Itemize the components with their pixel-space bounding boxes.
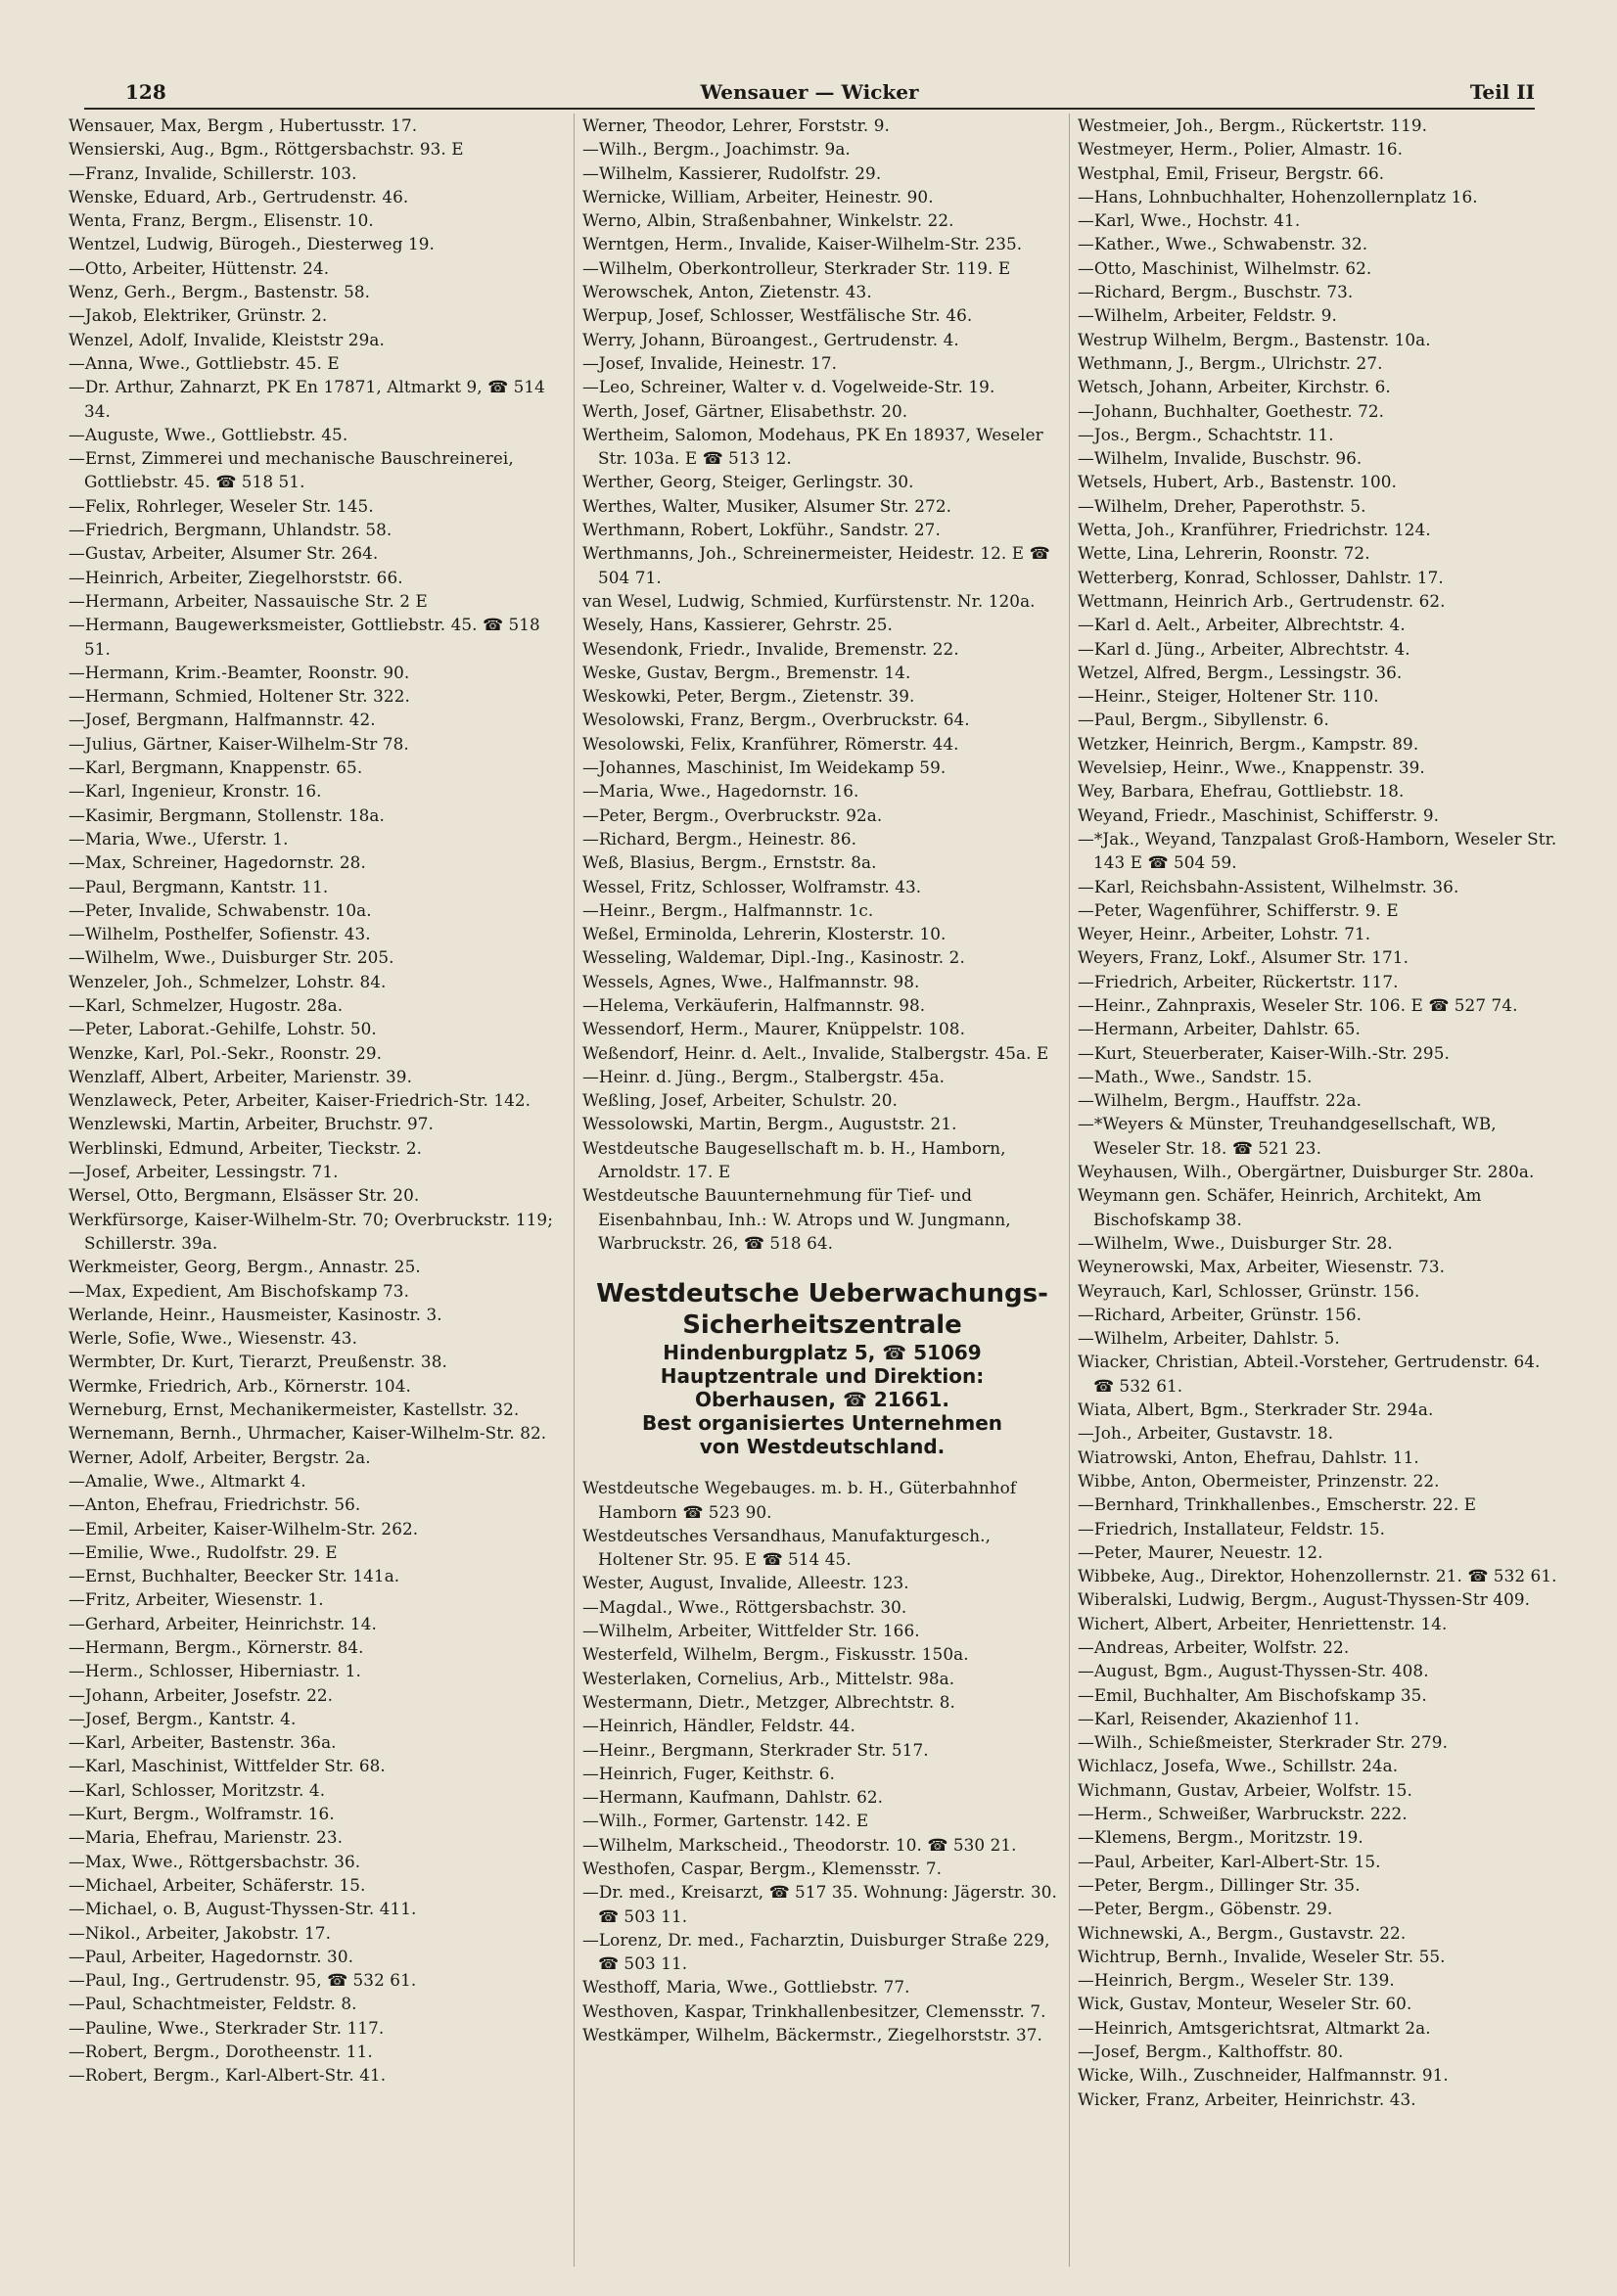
directory-entry: —Paul, Arbeiter, Hagedornstr. 30.	[69, 1946, 354, 1966]
directory-entry: Wessolowski, Martin, Bergm., Auguststr. 21.	[582, 1114, 957, 1134]
directory-entry: —*Jak., Weyand, Tanzpalast Groß-Hamborn, Weseler Str. 143 E ☎ 504 59.	[1078, 828, 1557, 873]
directory-entry: —Josef, Bergm., Kalthoffstr. 80.	[1078, 2042, 1344, 2062]
directory-entry: —Kasimir, Bergmann, Stollenstr. 18a.	[69, 804, 385, 825]
directory-entry: —Josef, Arbeiter, Lessingstr. 71.	[69, 1162, 339, 1182]
directory-entry: —Ernst, Buchhalter, Beecker Str. 141a.	[69, 1566, 400, 1586]
directory-entry: Wiatrowski, Anton, Ehefrau, Dahlstr. 11.	[1078, 1446, 1419, 1467]
directory-entry: —Friedrich, Bergmann, Uhlandstr. 58.	[69, 520, 393, 540]
directory-entry: Werry, Johann, Büroangest., Gertrudenstr. 4.	[582, 329, 959, 349]
directory-entry: —Max, Expedient, Am Bischofskamp 73.	[69, 1280, 410, 1301]
directory-entry: —Paul, Schachtmeister, Feldstr. 8.	[69, 1994, 357, 2014]
page-part: Teil II	[1469, 80, 1535, 104]
directory-entry: Westhoven, Kaspar, Trinkhallenbesitzer, Clemensstr. 7.	[582, 2000, 1046, 2021]
directory-entry: —Heinr., Steiger, Holtener Str. 110.	[1078, 686, 1379, 707]
directory-entry: Werthmanns, Joh., Schreinermeister, Heidestr. 12. E ☎ 504 71.	[582, 543, 1050, 587]
directory-entry: Wentzel, Ludwig, Bürogeh., Diesterweg 19.	[69, 234, 435, 254]
directory-entry: Wicker, Franz, Arbeiter, Heinrichstr. 43.	[1078, 2089, 1416, 2109]
directory-entry: Werkmeister, Georg, Bergm., Annastr. 25.	[69, 1257, 421, 1277]
directory-entry: Wernemann, Bernh., Uhrmacher, Kaiser-Wilhelm-Str. 82.	[69, 1423, 547, 1444]
directory-entry: —Herm., Schlosser, Hiberniastr. 1.	[69, 1661, 361, 1681]
directory-entry: Wenz, Gerh., Bergm., Bastenstr. 58.	[69, 282, 371, 302]
directory-entry: Wesolowski, Franz, Bergm., Overbruckstr. 64.	[582, 710, 970, 730]
directory-entry: —Wilhelm, Invalide, Buschstr. 96.	[1078, 448, 1363, 469]
directory-columns	[69, 114, 1556, 2267]
directory-entry: Westerfeld, Wilhelm, Bergm., Fiskusstr. 150a.	[582, 1644, 969, 1665]
ad-line-1: Hindenburgplatz 5, ☎ 51069	[663, 1341, 982, 1365]
directory-entry: —Wilhelm, Wwe., Duisburger Str. 205.	[69, 947, 394, 968]
directory-entry: —Hermann, Schmied, Holtener Str. 322.	[69, 686, 410, 707]
directory-entry: Wenzlewski, Martin, Arbeiter, Bruchstr. 97.	[69, 1114, 434, 1134]
directory-entry: —Leo, Schreiner, Walter v. d. Vogelweide-Str. 19.	[582, 377, 995, 397]
directory-entry: Wenzlaff, Albert, Arbeiter, Marienstr. 39.	[69, 1066, 413, 1086]
directory-entry: Wiberalski, Ludwig, Bergm., August-Thyssen-Str 409.	[1078, 1589, 1531, 1610]
directory-entry: Wensauer, Max, Bergm , Hubertusstr. 17.	[69, 115, 418, 135]
directory-entry: —Lorenz, Dr. med., Facharztin, Duisburger Straße 229, ☎ 503 11.	[582, 1929, 1050, 1974]
directory-entry: —Dr. med., Kreisarzt, ☎ 517 35. Wohnung: Jägerstr. 30. ☎ 503 11.	[582, 1882, 1057, 1926]
directory-entry: Werlande, Heinr., Hausmeister, Kasinostr. 3.	[69, 1304, 442, 1324]
directory-entry: —Johannes, Maschinist, Im Weidekamp 59.	[582, 758, 947, 778]
directory-entry: —Maria, Wwe., Uferstr. 1.	[69, 828, 289, 849]
directory-entry: Westdeutsche Baugesellschaft m. b. H., Hamborn, Arnoldstr. 17. E	[582, 1137, 1006, 1182]
directory-entry: Weyers, Franz, Lokf., Alsumer Str. 171.	[1078, 947, 1409, 968]
directory-entry: Werner, Adolf, Arbeiter, Bergstr. 2a.	[69, 1446, 371, 1467]
directory-entry: Wensierski, Aug., Bgm., Röttgersbachstr. 93. E	[69, 139, 464, 160]
directory-entry: —Richard, Arbeiter, Grünstr. 156.	[1078, 1304, 1363, 1324]
directory-entry: —Bernhard, Trinkhallenbes., Emscherstr. 22. E	[1078, 1494, 1477, 1515]
directory-entry: —Johann, Buchhalter, Goethestr. 72.	[1078, 400, 1385, 421]
directory-entry: —Heinr. d. Jüng., Bergm., Stalbergstr. 45a.	[582, 1066, 946, 1086]
directory-entry: Werntgen, Herm., Invalide, Kaiser-Wilhelm-Str. 235.	[582, 234, 1023, 254]
directory-entry: —Wilhelm, Arbeiter, Feldstr. 9.	[1078, 305, 1337, 326]
directory-entry: —Heinrich, Arbeiter, Ziegelhorststr. 66.	[69, 567, 403, 587]
directory-entry: —Maria, Wwe., Hagedornstr. 16.	[582, 781, 859, 802]
directory-entry: Werthmann, Robert, Lokführ., Sandstr. 27.	[582, 520, 941, 540]
directory-entry: Weskowki, Peter, Bergm., Zietenstr. 39.	[582, 686, 915, 707]
directory-entry: Wichmann, Gustav, Arbeier, Wolfstr. 15.	[1078, 1779, 1412, 1800]
directory-entry: Wessels, Agnes, Wwe., Halfmannstr. 98.	[582, 971, 920, 991]
directory-entry: —Wilhelm, Oberkontrolleur, Sterkrader Str. 119. E	[582, 257, 1011, 278]
directory-entry: —Joh., Arbeiter, Gustavstr. 18.	[1078, 1423, 1334, 1444]
directory-entry: Wesendonk, Friedr., Invalide, Bremenstr. 22.	[582, 638, 959, 659]
ad-line-5: von Westdeutschland.	[699, 1435, 946, 1459]
page-header	[84, 74, 1535, 110]
directory-entry: —Peter, Invalide, Schwabenstr. 10a.	[69, 899, 372, 920]
directory-entry: Westdeutsches Versandhaus, Manufakturgesch., Holtener Str. 95. E ☎ 514 45.	[582, 1525, 992, 1570]
directory-entry: —Heinr., Zahnpraxis, Weseler Str. 106. E ☎ 527 74.	[1078, 994, 1518, 1015]
directory-entry: Wessel, Fritz, Schlosser, Wolframstr. 43.	[582, 876, 922, 896]
directory-entry: —Josef, Bergm., Kantstr. 4.	[69, 1708, 297, 1728]
directory-entry: —Peter, Bergm., Göbenstr. 29.	[1078, 1899, 1333, 1919]
directory-entry: —Jos., Bergm., Schachtstr. 11.	[1078, 424, 1334, 444]
directory-entry: Westhoff, Maria, Wwe., Gottliebstr. 77.	[582, 1977, 910, 1998]
directory-entry: —Paul, Arbeiter, Karl-Albert-Str. 15.	[1078, 1851, 1381, 1871]
directory-entry: —Heinr., Bergm., Halfmannstr. 1c.	[582, 899, 874, 920]
directory-entry: —Peter, Laborat.-Gehilfe, Lohstr. 50.	[69, 1019, 377, 1039]
directory-entry: Wesely, Hans, Kassierer, Gehrstr. 25.	[582, 615, 893, 635]
directory-entry: —Richard, Bergm., Heinestr. 86.	[582, 828, 857, 849]
directory-entry: Weynerowski, Max, Arbeiter, Wiesenstr. 73.	[1078, 1257, 1446, 1277]
directory-entry: —Karl, Maschinist, Wittfelder Str. 68.	[69, 1756, 386, 1776]
directory-entry: —Josef, Bergmann, Halfmannstr. 42.	[69, 710, 376, 730]
directory-entry: —Auguste, Wwe., Gottliebstr. 45.	[69, 424, 348, 444]
directory-entry: Weyand, Friedr., Maschinist, Schifferstr. 9.	[1078, 804, 1440, 825]
directory-entry: —Wilhelm, Wwe., Duisburger Str. 28.	[1078, 1232, 1393, 1253]
directory-entry: Wevelsiep, Heinr., Wwe., Knappenstr. 39.	[1078, 758, 1425, 778]
directory-entry: —Hermann, Kaufmann, Dahlstr. 62.	[582, 1787, 884, 1808]
directory-entry: Wethmann, J., Bergm., Ulrichstr. 27.	[1078, 352, 1383, 373]
directory-entry: —Karl, Bergmann, Knappenstr. 65.	[69, 758, 363, 778]
directory-entry: —Anna, Wwe., Gottliebstr. 45. E	[69, 352, 340, 373]
directory-entry: Wenzke, Karl, Pol.-Sekr., Roonstr. 29.	[69, 1042, 383, 1063]
directory-entry: Werkfürsorge, Kaiser-Wilhelm-Str. 70; Overbruckstr. 119; Schillerstr. 39a.	[69, 1209, 553, 1253]
directory-entry: Wichtrup, Bernh., Invalide, Weseler Str. 55.	[1078, 1946, 1446, 1966]
directory-entry: —Michael, Arbeiter, Schäferstr. 15.	[69, 1874, 366, 1895]
directory-entry: —Andreas, Arbeiter, Wolfstr. 22.	[1078, 1637, 1350, 1657]
directory-entry: —Felix, Rohrleger, Weseler Str. 145.	[69, 495, 374, 516]
directory-entry: —Karl, Schmelzer, Hugostr. 28a.	[69, 994, 344, 1015]
directory-entry: —Max, Wwe., Röttgersbachstr. 36.	[69, 1851, 361, 1871]
directory-entry: —Robert, Bergm., Dorotheenstr. 11.	[69, 2042, 373, 2062]
directory-entry: —Fritz, Arbeiter, Wiesenstr. 1.	[69, 1589, 324, 1610]
directory-entry: —Franz, Invalide, Schillerstr. 103.	[69, 162, 357, 183]
directory-entry: —Helema, Verkäuferin, Halfmannstr. 98.	[582, 994, 926, 1015]
directory-entry: —Herm., Schweißer, Warbruckstr. 222.	[1078, 1804, 1408, 1824]
directory-entry: —Wilhelm, Bergm., Hauffstr. 22a.	[1078, 1090, 1363, 1111]
directory-entry: —Kurt, Steuerberater, Kaiser-Wilh.-Str. 295.	[1078, 1042, 1450, 1063]
ad-title-1: Westdeutsche Ueberwachungs-	[596, 1279, 1048, 1309]
directory-entry: —Karl d. Aelt., Arbeiter, Albrechtstr. 4.	[1078, 615, 1406, 635]
directory-entry: Wick, Gustav, Monteur, Weseler Str. 60.	[1078, 1994, 1412, 2014]
directory-entry: Wester, August, Invalide, Alleestr. 123.	[582, 1573, 909, 1593]
directory-entry: Werblinski, Edmund, Arbeiter, Tieckstr. 2.	[69, 1137, 423, 1158]
directory-entry: Werneburg, Ernst, Mechanikermeister, Kastellstr. 32.	[69, 1400, 520, 1420]
directory-entry: Wiacker, Christian, Abteil.-Vorsteher, Gertrudenstr. 64. ☎ 532 61.	[1078, 1352, 1541, 1396]
page-range-title: Wensauer — Wicker	[700, 80, 919, 104]
directory-entry: —Wilh., Schießmeister, Sterkrader Str. 279.	[1078, 1732, 1448, 1753]
directory-entry: —Wilh., Former, Gartenstr. 142. E	[582, 1811, 869, 1831]
directory-entry: —Amalie, Wwe., Altmarkt 4.	[69, 1470, 306, 1491]
directory-entry: Westerlaken, Cornelius, Arb., Mittelstr. 98a.	[582, 1668, 955, 1688]
directory-entry: Westhofen, Caspar, Bergm., Klemensstr. 7.	[582, 1859, 943, 1878]
directory-entry: —Friedrich, Installateur, Feldstr. 15.	[1078, 1518, 1386, 1538]
directory-entry: —Julius, Gärtner, Kaiser-Wilhelm-Str 78.	[69, 733, 409, 754]
directory-entry: —Heinrich, Fuger, Keithstr. 6.	[582, 1763, 835, 1783]
directory-entry: Westrup Wilhelm, Bergm., Bastenstr. 10a.	[1078, 329, 1431, 349]
directory-entry: —Wilhelm, Dreher, Paperothstr. 5.	[1078, 495, 1366, 516]
directory-entry: Wetzker, Heinrich, Bergm., Kampstr. 89.	[1078, 733, 1419, 754]
directory-entry: —Emil, Arbeiter, Kaiser-Wilhelm-Str. 262.	[69, 1518, 419, 1538]
directory-entry: Wetsch, Johann, Arbeiter, Kirchstr. 6.	[1078, 377, 1391, 397]
directory-entry: Werle, Sofie, Wwe., Wiesenstr. 43.	[69, 1328, 358, 1349]
directory-entry: Weyrauch, Karl, Schlosser, Grünstr. 156.	[1078, 1280, 1420, 1301]
directory-entry: —Maria, Ehefrau, Marienstr. 23.	[69, 1827, 344, 1848]
directory-entry: Weyer, Heinr., Arbeiter, Lohstr. 71.	[1078, 924, 1371, 944]
directory-entry: —Karl, Ingenieur, Kronstr. 16.	[69, 781, 322, 802]
directory-entry: —Paul, Bergm., Sibyllenstr. 6.	[1078, 710, 1329, 730]
directory-entry: Weyhausen, Wilh., Obergärtner, Duisburger Str. 280a.	[1078, 1162, 1535, 1182]
directory-entry: Weßling, Josef, Arbeiter, Schulstr. 20.	[582, 1090, 898, 1111]
directory-entry: —Karl, Schlosser, Moritzstr. 4.	[69, 1779, 326, 1800]
directory-entry: —Hermann, Baugewerksmeister, Gottliebstr. 45. ☎ 518 51.	[69, 615, 540, 659]
directory-entry: Wiata, Albert, Bgm., Sterkrader Str. 294a.	[1078, 1400, 1434, 1420]
directory-entry: Weske, Gustav, Bergm., Bremenstr. 14.	[582, 662, 911, 682]
directory-entry: Wetta, Joh., Kranführer, Friedrichstr. 124.	[1078, 520, 1431, 540]
ad-line-2: Hauptzentrale und Direktion:	[660, 1364, 985, 1389]
directory-entry: —Heinr., Bergmann, Sterkrader Str. 517.	[582, 1739, 929, 1760]
directory-entry: Wey, Barbara, Ehefrau, Gottliebstr. 18.	[1078, 781, 1405, 802]
directory-entry: Wichlacz, Josefa, Wwe., Schillstr. 24a.	[1078, 1756, 1399, 1776]
directory-entry: —Kather., Wwe., Schwabenstr. 32.	[1078, 234, 1368, 254]
directory-entry: Westdeutsche Wegebauges. m. b. H., Güterbahnhof Hamborn ☎ 523 90.	[582, 1478, 1017, 1522]
directory-entry: —Gustav, Arbeiter, Alsumer Str. 264.	[69, 543, 379, 564]
directory-entry: Wibbeke, Aug., Direktor, Hohenzollernstr. 21. ☎ 532 61.	[1078, 1566, 1557, 1586]
directory-entry: —Hermann, Krim.-Beamter, Roonstr. 90.	[69, 662, 410, 682]
directory-entry: Wessendorf, Herm., Maurer, Knüppelstr. 108.	[582, 1019, 966, 1039]
directory-entry: Weßel, Erminolda, Lehrerin, Klosterstr. 10.	[582, 924, 947, 944]
directory-entry: —Emil, Buchhalter, Am Bischofskamp 35.	[1078, 1684, 1427, 1705]
directory-entry: —Karl, Reichsbahn-Assistent, Wilhelmstr. 36.	[1078, 876, 1459, 896]
directory-entry: —Paul, Bergmann, Kantstr. 11.	[69, 876, 329, 896]
directory-entry: —Hermann, Bergm., Körnerstr. 84.	[69, 1637, 364, 1657]
directory-entry: Wesolowski, Felix, Kranführer, Römerstr. 44.	[582, 733, 959, 754]
directory-entry: —Josef, Invalide, Heinestr. 17.	[582, 352, 838, 373]
directory-entry: —Friedrich, Arbeiter, Rückertstr. 117.	[1078, 971, 1399, 991]
directory-entry: —Robert, Bergm., Karl-Albert-Str. 41.	[69, 2065, 387, 2086]
directory-entry: Werowschek, Anton, Zietenstr. 43.	[582, 282, 872, 302]
column-2	[574, 114, 1062, 2267]
directory-entry: —Heinrich, Händler, Feldstr. 44.	[582, 1716, 855, 1736]
directory-entry: —Hans, Lohnbuchhalter, Hohenzollernplatz 16.	[1078, 186, 1478, 207]
directory-entry: Wichnewski, A., Bergm., Gustavstr. 22.	[1078, 1922, 1407, 1943]
directory-entry: —Peter, Wagenführer, Schifferstr. 9. E	[1078, 899, 1399, 920]
directory-entry: Wenzeler, Joh., Schmelzer, Lohstr. 84.	[69, 971, 387, 991]
directory-entry: —Otto, Arbeiter, Hüttenstr. 24.	[69, 257, 330, 278]
directory-entry: Wesseling, Waldemar, Dipl.-Ing., Kasinostr. 2.	[582, 947, 965, 968]
ad-line-3: Oberhausen, ☎ 21661.	[694, 1388, 950, 1412]
directory-entry: Wetzel, Alfred, Bergm., Lessingstr. 36.	[1078, 662, 1403, 682]
page-number: 128	[125, 80, 166, 104]
directory-entry: —Peter, Bergm., Overbruckstr. 92a.	[582, 804, 883, 825]
directory-entry: Westmeyer, Herm., Polier, Almastr. 16.	[1078, 139, 1404, 160]
directory-entry: Wersel, Otto, Bergmann, Elsässer Str. 20.	[69, 1185, 420, 1206]
directory-entry: Wetterberg, Konrad, Schlosser, Dahlstr. 17.	[1078, 567, 1444, 587]
directory-entry: van Wesel, Ludwig, Schmied, Kurfürstenstr. Nr. 120a.	[582, 590, 1036, 611]
ad-title-2: Sicherheitszentrale	[682, 1310, 962, 1341]
directory-entry: Wettmann, Heinrich Arb., Gertrudenstr. 62.	[1078, 590, 1446, 611]
directory-entry: —Wilhelm, Arbeiter, Wittfelder Str. 166.	[582, 1621, 920, 1641]
directory-entry: —Michael, o. B, August-Thyssen-Str. 411.	[69, 1899, 417, 1919]
directory-entry: —Johann, Arbeiter, Josefstr. 22.	[69, 1684, 334, 1705]
directory-entry: Wermbter, Dr. Kurt, Tierarzt, Preußenstr. 38.	[69, 1352, 447, 1372]
directory-entry: Westdeutsche Bauunternehmung für Tief- und Eisenbahnbau, Inh.: W. Atrops und W. Jungmann, Warbruckstr. 26, ☎ 518 64.	[582, 1185, 1011, 1253]
directory-entry: —Wilhelm, Posthelfer, Sofienstr. 43.	[69, 924, 371, 944]
directory-entry: Werner, Theodor, Lehrer, Forststr. 9.	[582, 115, 890, 135]
directory-entry: —Karl, Arbeiter, Bastenstr. 36a.	[69, 1732, 337, 1753]
directory-entry: —Dr. Arthur, Zahnarzt, PK En 17871, Altmarkt 9, ☎ 514 34.	[69, 377, 545, 421]
directory-entry: —Pauline, Wwe., Sterkrader Str. 117.	[69, 2017, 385, 2038]
directory-entry: —Karl, Reisender, Akazienhof 11.	[1078, 1708, 1360, 1728]
column-3	[1069, 114, 1557, 2267]
directory-entry: —*Weyers & Münster, Treuhandgesellschaft, WB, Weseler Str. 18. ☎ 521 23.	[1078, 1114, 1497, 1158]
directory-entry: Wichert, Albert, Arbeiter, Henriettenstr. 14.	[1078, 1613, 1448, 1633]
ad-line-4: Best organisiertes Unternehmen	[641, 1411, 1003, 1436]
directory-entry: —Paul, Ing., Gertrudenstr. 95, ☎ 532 61.	[69, 1970, 417, 1991]
advertisement	[588, 1278, 1056, 1458]
directory-entry: Werther, Georg, Steiger, Gerlingstr. 30.	[582, 472, 914, 492]
directory-entry: Werth, Josef, Gärtner, Elisabethstr. 20.	[582, 400, 908, 421]
directory-entry: Wermke, Friedrich, Arb., Körnerstr. 104.	[69, 1375, 411, 1396]
directory-entry: —Wilhelm, Markscheid., Theodorstr. 10. ☎ 530 21.	[582, 1834, 1017, 1855]
directory-entry: —Karl, Wwe., Hochstr. 41.	[1078, 210, 1301, 231]
directory-entry: —Anton, Ehefrau, Friedrichstr. 56.	[69, 1494, 361, 1515]
directory-entry: Wenzel, Adolf, Invalide, Kleiststr 29a.	[69, 329, 385, 349]
directory-entry: Westmeier, Joh., Bergm., Rückertstr. 119.	[1078, 115, 1428, 135]
directory-entry: —Hermann, Arbeiter, Dahlstr. 65.	[1078, 1019, 1361, 1039]
directory-entry: Wenske, Eduard, Arb., Gertrudenstr. 46.	[69, 186, 409, 207]
directory-entry: Wenzlaweck, Peter, Arbeiter, Kaiser-Friedrich-Str. 142.	[69, 1090, 531, 1111]
directory-entry: Wetsels, Hubert, Arb., Bastenstr. 100.	[1078, 472, 1397, 492]
directory-entry: Wertheim, Salomon, Modehaus, PK En 18937, Weseler Str. 103a. E ☎ 513 12.	[582, 424, 1043, 469]
directory-entry: —Jakob, Elektriker, Grünstr. 2.	[69, 305, 328, 326]
directory-entry: —Emilie, Wwe., Rudolfstr. 29. E	[69, 1541, 338, 1562]
directory-entry: Weßendorf, Heinr. d. Aelt., Invalide, Stalbergstr. 45a. E	[582, 1042, 1049, 1063]
directory-entry: —Wilhelm, Arbeiter, Dahlstr. 5.	[1078, 1328, 1340, 1349]
directory-entry: Westphal, Emil, Friseur, Bergstr. 66.	[1078, 162, 1385, 183]
directory-entry: —Karl d. Jüng., Arbeiter, Albrechtstr. 4.	[1078, 638, 1410, 659]
directory-entry: —Richard, Bergm., Buschstr. 73.	[1078, 282, 1354, 302]
directory-entry: Westermann, Dietr., Metzger, Albrechtstr. 8.	[582, 1691, 955, 1712]
directory-entry: Wicke, Wilh., Zuschneider, Halfmannstr. 91.	[1078, 2065, 1449, 2086]
directory-entry: —Otto, Maschinist, Wilhelmstr. 62.	[1078, 257, 1372, 278]
directory-entry: Wernicke, William, Arbeiter, Heinestr. 90.	[582, 186, 934, 207]
directory-entry: Wette, Lina, Lehrerin, Roonstr. 72.	[1078, 543, 1370, 564]
directory-entry: —Kurt, Bergm., Wolframstr. 16.	[69, 1804, 335, 1824]
directory-entry: —Nikol., Arbeiter, Jakobstr. 17.	[69, 1922, 332, 1943]
directory-entry: —Peter, Maurer, Neuestr. 12.	[1078, 1541, 1323, 1562]
directory-entry: Westkämper, Wilhelm, Bäckermstr., Ziegelhorststr. 37.	[582, 2025, 1042, 2045]
column-1	[69, 114, 556, 2267]
directory-entry: —Ernst, Zimmerei und mechanische Bauschreinerei, Gottliebstr. 45. ☎ 518 51.	[69, 448, 514, 492]
directory-entry: —Wilh., Bergm., Joachimstr. 9a.	[582, 139, 851, 160]
directory-entry: Werthes, Walter, Musiker, Alsumer Str. 272.	[582, 495, 952, 516]
directory-entry: —Peter, Bergm., Dillinger Str. 35.	[1078, 1874, 1361, 1895]
directory-entry: Weymann gen. Schäfer, Heinrich, Architekt, Am Bischofskamp 38.	[1078, 1185, 1482, 1229]
directory-entry: Werpup, Josef, Schlosser, Westfälische Str. 46.	[582, 305, 973, 326]
directory-entry: —Magdal., Wwe., Röttgersbachstr. 30.	[582, 1596, 907, 1617]
directory-entry: Werno, Albin, Straßenbahner, Winkelstr. 22.	[582, 210, 954, 231]
directory-entry: —August, Bgm., August-Thyssen-Str. 408.	[1078, 1661, 1429, 1681]
directory-entry: —Wilhelm, Kassierer, Rudolfstr. 29.	[582, 162, 882, 183]
directory-entry: —Math., Wwe., Sandstr. 15.	[1078, 1066, 1313, 1086]
directory-entry: —Heinrich, Amtsgerichtsrat, Altmarkt 2a.	[1078, 2017, 1431, 2038]
directory-entry: —Gerhard, Arbeiter, Heinrichstr. 14.	[69, 1613, 377, 1633]
directory-entry: Weß, Blasius, Bergm., Ernststr. 8a.	[582, 852, 877, 873]
directory-entry: —Heinrich, Bergm., Weseler Str. 139.	[1078, 1970, 1395, 1991]
directory-entry: —Klemens, Bergm., Moritzstr. 19.	[1078, 1827, 1363, 1848]
directory-entry: Wibbe, Anton, Obermeister, Prinzenstr. 22.	[1078, 1470, 1440, 1491]
directory-entry: —Hermann, Arbeiter, Nassauische Str. 2 E	[69, 590, 428, 611]
directory-entry: —Max, Schreiner, Hagedornstr. 28.	[69, 852, 366, 873]
directory-entry: Wenta, Franz, Bergm., Elisenstr. 10.	[69, 210, 374, 231]
